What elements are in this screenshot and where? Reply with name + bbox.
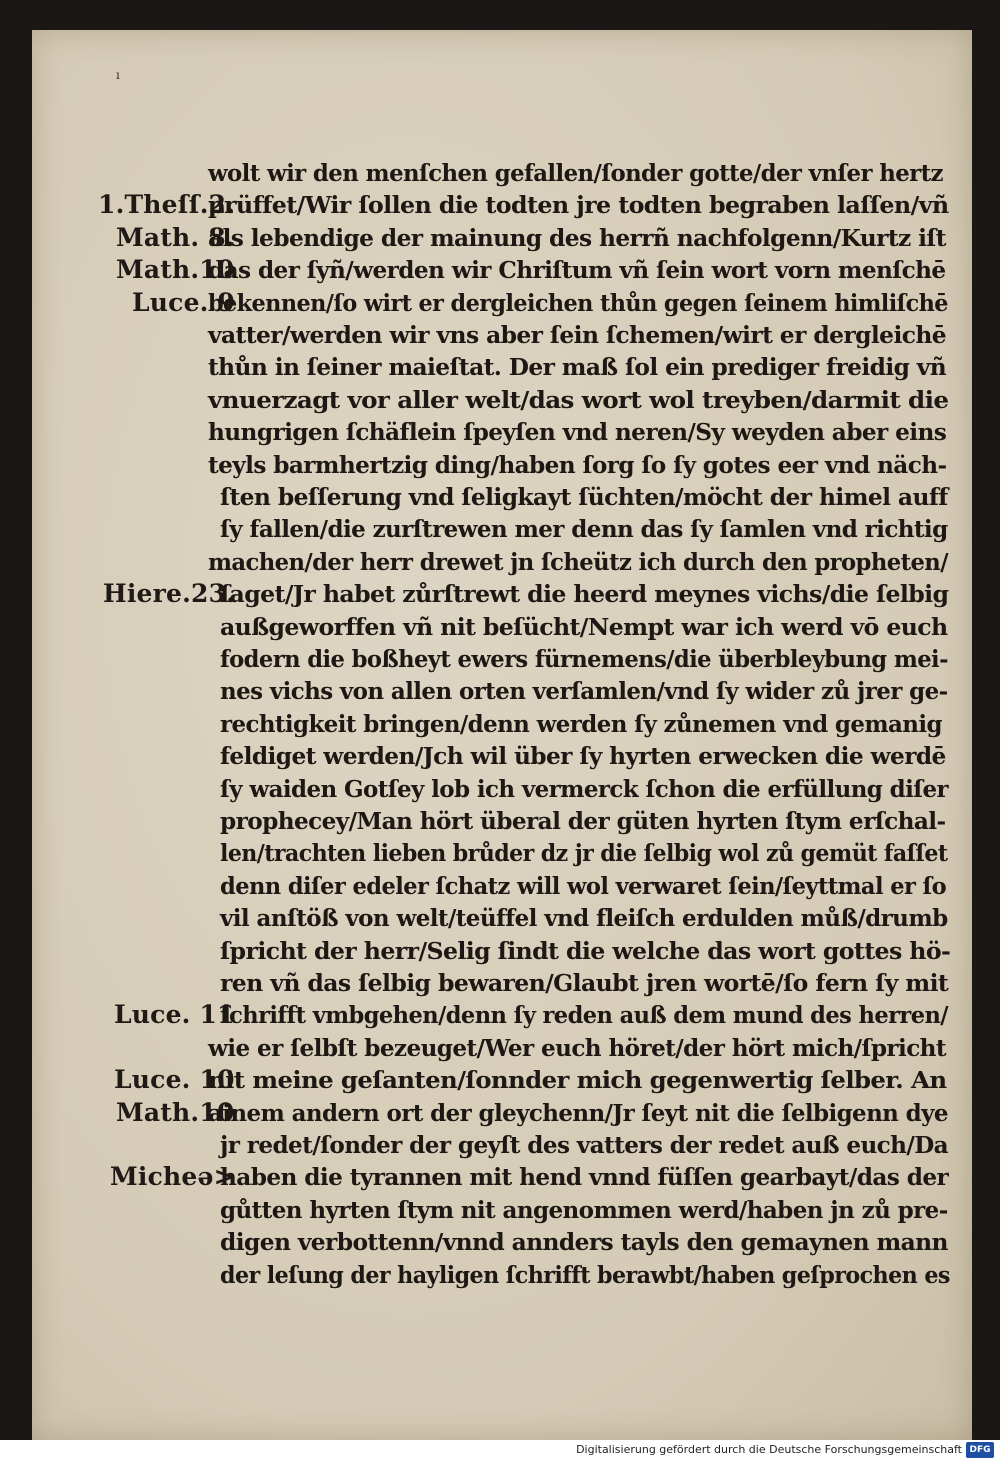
text-line: ſaget/Jr habet zůrſtrewt die heerd meynes vichs/die ſelbig xyxy=(220,581,949,609)
text-line: ſchrifft vmbgehen/denn ſy reden auß dem mund des herren/ xyxy=(220,1002,948,1030)
text-line: ainem andern ort der gleychenn/Jr ſeyt nit die ſelbigenn dye xyxy=(208,1099,948,1127)
text-line: rechtigkeit bringen/denn werden ſy zůnemen vnd gemanig xyxy=(220,710,942,738)
text-line: denn diſer edeler ſchatz will wol verwaret ſein/ſeyttmal er ſo xyxy=(220,872,947,900)
document-page xyxy=(32,30,972,1440)
text-line: digen verbottenn/vnnd annders tayls den gemaynen mann xyxy=(220,1229,948,1257)
text-line: nes vichs von allen orten verſamlen/vnd ſy wider zů jrer ge- xyxy=(220,678,948,706)
text-line: hungrigen ſchäflein ſpeyſen vnd neren/Sy weyden aber eins xyxy=(208,419,947,447)
margin-reference: Math.10 xyxy=(116,255,235,285)
text-line: wolt wir den menſchen gefallen/ſonder gotte/der vnſer hertz xyxy=(208,160,943,187)
margin-reference: Micheə> xyxy=(110,1162,235,1192)
text-line: thůn in ſeiner maieſtat. Der maß ſol ein prediger freidig vñ xyxy=(208,354,947,382)
text-line: nit meine geſanten/ſonnder mich gegenwertig ſelber. An xyxy=(208,1067,947,1095)
text-line: der leſung der hayligen ſchrifft berawbt/haben geſprochen es xyxy=(220,1261,950,1289)
footer-bar xyxy=(0,1440,1000,1463)
margin-reference: 1.Theſſ.2. xyxy=(98,190,236,220)
text-line: ſy fallen/die zurſtrewen mer denn das ſy ſamlen vnd richtig xyxy=(220,516,948,544)
margin-reference: Math. 8. xyxy=(116,222,235,252)
dfg-logo-icon: DFG xyxy=(966,1442,994,1458)
text-line: ſten beſſerung vnd ſeligkayt ſüchten/möcht der himel auff xyxy=(220,484,948,511)
text-line: gůtten hyrten ſtym nit angenommen werd/haben jn zů pre- xyxy=(220,1196,948,1224)
text-line: jr redet/ſonder der geyſt des vatters der redet auß euch/Da xyxy=(220,1132,949,1159)
text-line: vnuerzagt vor aller welt/das wort wol treyben/darmit die xyxy=(208,386,949,414)
text-line: feldiget werden/Jch wil über ſy hyrten erwecken die werdē xyxy=(220,743,946,771)
margin-reference: Luce. 10 xyxy=(114,1065,235,1095)
text-line: das der ſyñ/werden wir Chriſtum vñ ſein wort vorn menſchē xyxy=(208,257,946,285)
text-line: ſy waiden Gotſey lob ich vermerck ſchon die erfüllung diſer xyxy=(220,775,949,803)
text-line: fodern die boßheyt ewers fürnemens/die überbleybung mei- xyxy=(220,646,948,673)
text-line: außgeworffen vñ nit beſücht/Nempt war ich werd vō euch xyxy=(220,613,948,641)
text-line: prophecey/Man hört überal der güten hyrten ſtym erſchal- xyxy=(220,808,946,835)
text-line: machen/der herr drewet jn ſcheütz ich durch den propheten/ xyxy=(208,548,948,576)
text-line: haben die tyrannen mit hend vnnd füſſen gearbayt/das der xyxy=(220,1164,949,1192)
text-line: prüffet/Wir ſollen die todten jre todten begraben laſſen/vñ xyxy=(208,192,949,220)
margin-reference: Luce. 11 xyxy=(114,1000,235,1030)
margin-reference: Math.10 xyxy=(116,1097,235,1127)
margin-reference: Luce. 9 xyxy=(132,287,236,317)
text-line: ſpricht der herr/Selig ſindt die welche das wort gottes hö- xyxy=(220,937,951,965)
text-line: bekennen/ſo wirt er dergleichen thůn gegen ſeinem himliſchē xyxy=(208,289,948,317)
page-mark: ı xyxy=(116,68,120,82)
funding-credit: Digitalisierung gefördert durch die Deutsche Forschungsgemeinschaft xyxy=(576,1443,962,1456)
text-line: len/trachten lieben brůder dz jr die ſelbig wol zů gemüt faſſet xyxy=(220,840,948,868)
text-line: wie er ſelbſt bezeuget/Wer euch höret/der hört mich/ſpricht xyxy=(208,1034,946,1062)
text-line: vatter/werden wir vns aber ſein ſchemen/wirt er dergleichē xyxy=(208,322,947,349)
text-line: vil anſtöß von welt/teüffel vnd fleiſch erdulden můß/drumb xyxy=(220,905,948,933)
text-line: als lebendige der mainung des herrñ nachfolgenn/Kurtz iſt xyxy=(208,224,946,252)
text-line: ren vñ das ſelbig bewaren/Glaubt jren wortē/ſo fern ſy mit xyxy=(220,970,949,997)
text-line: teyls barmhertzig ding/haben ſorg ſo ſy gotes eer vnd näch- xyxy=(208,451,947,479)
margin-reference: Hiere.23. xyxy=(103,579,236,609)
